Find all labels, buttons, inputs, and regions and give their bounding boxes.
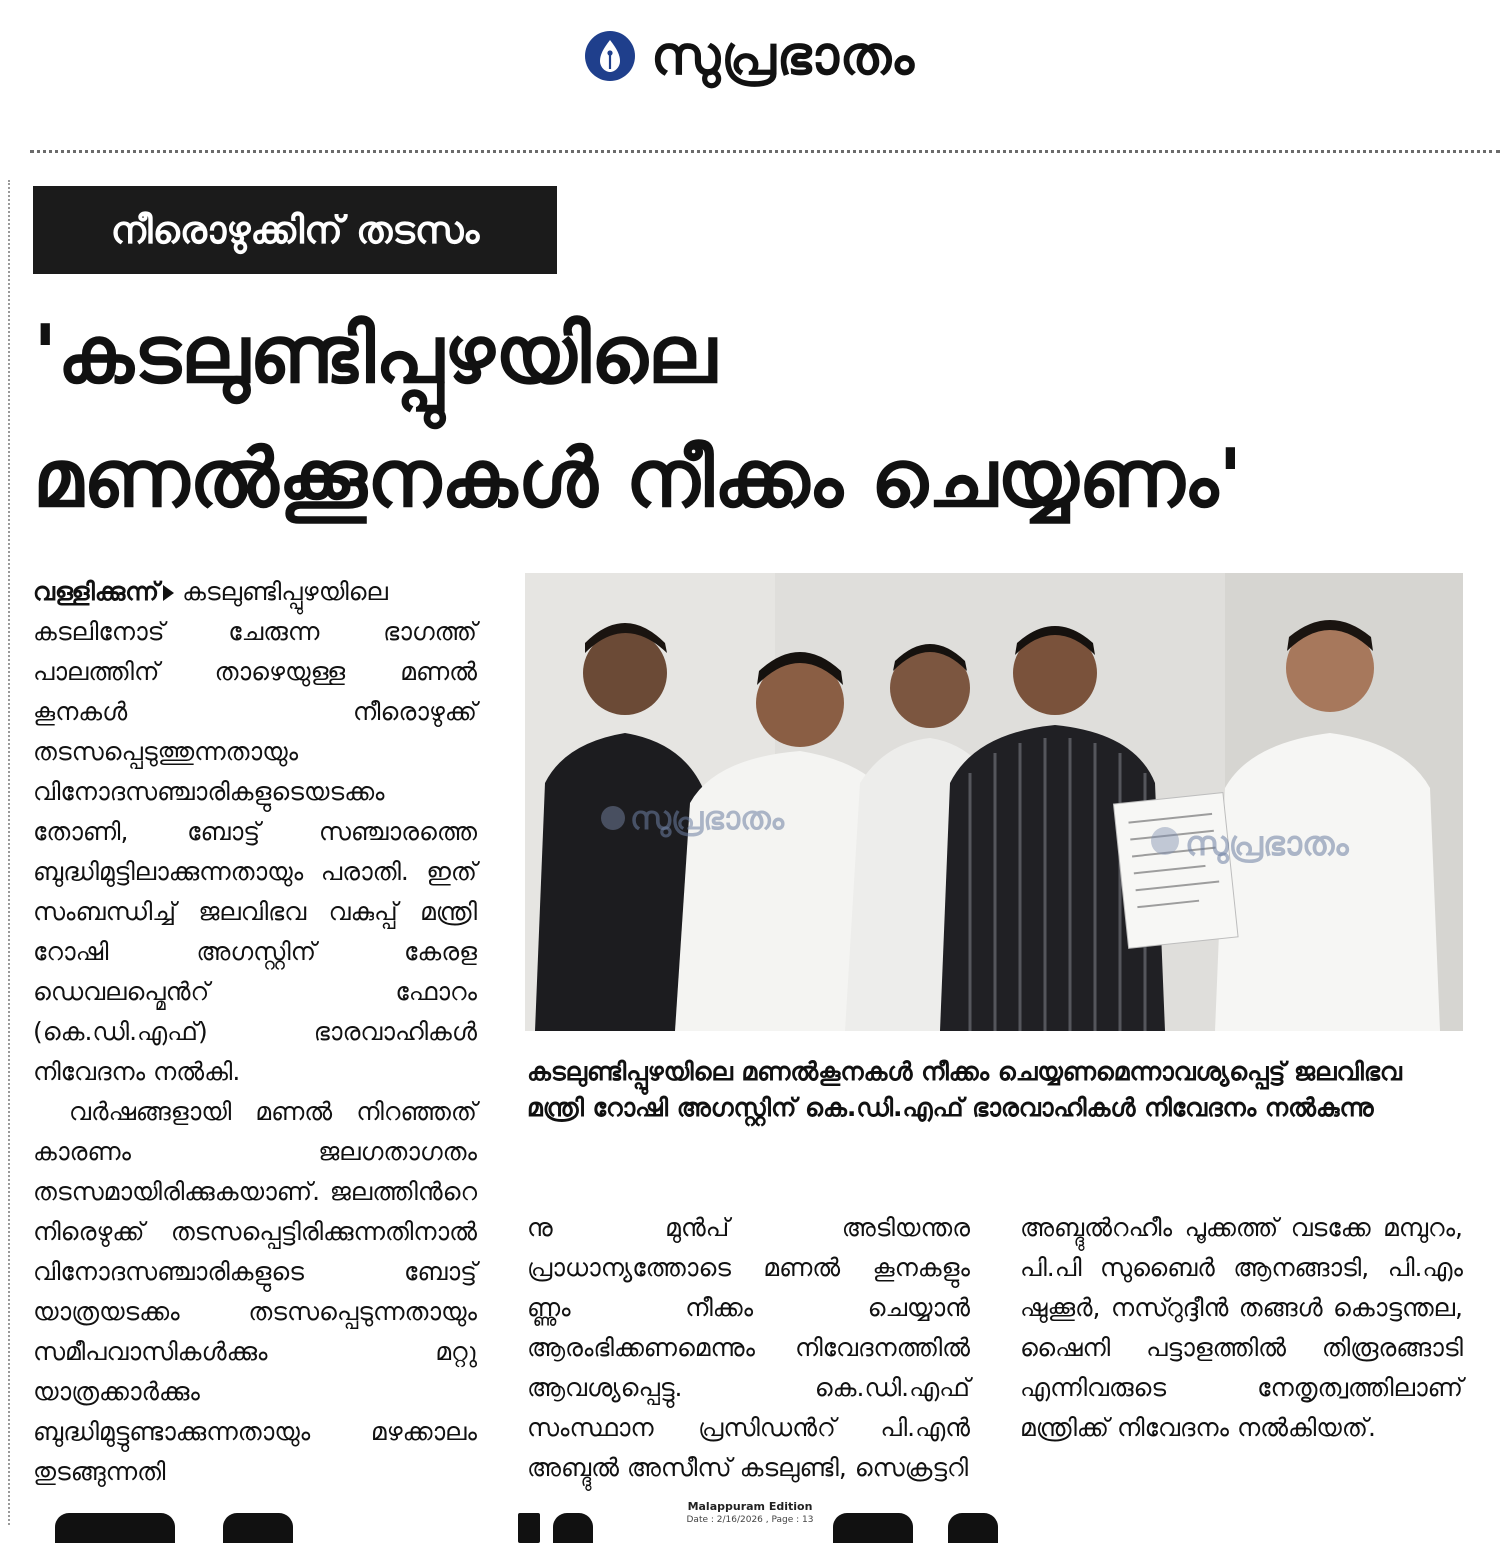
masthead [0,18,1500,94]
pen-nib-icon [585,31,635,81]
article-paragraph: അബ്ദുൽറഹീം പൂക്കത്ത് വടക്കേ മമ്പുറം, പി.പി സുബൈർ ആനങ്ങാടി, പി.എം ഷുക്കൂർ, നസ്റുദ്ദീൻ തങ്ങൾ കൊട്ടന്തല, ഷൈനി പട്ടാളത്തിൽ തിരൂരങ്ങാടി എന്നിവരുടെ നേതൃത്വത്തിലാണ് മന്ത്രിക്ക് നിവേദനം നൽകിയത്. [1020,1213,1463,1442]
photo-watermark: സുപ്രഭാതം [1185,824,1349,864]
paragraph-text: കടലുണ്ടിപ്പുഴയിലെ കടലിനോട് ചേരുന്ന ഭാഗത്ത് പാലത്തിന് താഴെയുള്ള മണൽ കൂനകൾ നീരൊഴുക്ക് തടസപ്പെടുത്തുന്നതായും വിനോദസഞ്ചാരികളുടെയടക്കം തോണി, ബോട്ട് സഞ്ചാരത്തെ ബുദ്ധിമുട്ടിലാക്കുന്നതായും പരാതി. ഇത് സംബന്ധിച്ച് ജലവിഭവ വകുപ്പ് മന്ത്രി റോഷി അഗസ്റ്റിന് കേരള ഡെവലപ്മെൻറ് ഫോറം (കെ.ഡി.എഫ്) ഭാരവാഹികൾ നിവേദനം നൽകി. [33,577,477,1086]
edition-name: Malappuram Edition [687,1500,813,1513]
article-column-1 [33,572,477,1492]
column-divider [8,180,10,1525]
edition-date-page: Date : 2/16/2026 , Page : 13 [686,1515,814,1525]
headline-line-2: മണൽക്കൂനകൾ നീക്കം ചെയ്യണം' [33,432,1243,525]
article-column-3 [1020,1208,1463,1448]
masthead-divider [30,150,1500,153]
article-column-2 [527,1208,970,1488]
headline-line-1: 'കടലുണ്ടിപ്പുഴയിലെ [33,308,717,401]
dateline: വള്ളിക്കുന്ന് [33,577,160,606]
photo-caption: കടലുണ്ടിപ്പുഴയിലെ മണൽകൂനകൾ നീക്കം ചെയ്യണമെന്നാവശ്യപ്പെട്ട് ജലവിഭവ മന്ത്രി റോഷി അഗസ്റ്റിന് കെ.ഡി.എഫ് ഭാരവാഹികൾ നിവേദനം നൽകുന്നു [527,1057,1402,1122]
article-paragraph [33,572,477,1092]
article-paragraph: നു മുൻപ് അടിയന്തര പ്രാധാന്യത്തോടെ മണൽ കൂനകളും ണ്ണും നീക്കം ചെയ്യാൻ ആരംഭിക്കണമെന്നും നിവേദനത്തിൽ ആവശ്യപ്പെട്ടു. കെ.ഡി.എഫ് സംസ്ഥാന പ്രസിഡൻറ് പി.എൻ അബ്ദുൽ അസീസ് കടലുണ്ടി, സെക്രട്ടറി [527,1213,970,1482]
masthead-title: സുപ്രഭാതം [651,24,915,87]
photo-watermark: സുപ്രഭാതം [630,799,785,837]
edition-footer [600,1500,900,1527]
kicker-label: നീരൊഴുക്കിന് തടസം [33,186,557,274]
headline [33,300,1473,534]
news-photo [525,573,1463,1031]
dateline-arrow-icon [163,585,174,601]
article-paragraph: വർഷങ്ങളായി മണൽ നിറഞ്ഞത് കാരണം ജലഗതാഗതം തടസമായിരിക്കുകയാണ്. ജലത്തിൻറെ നിരെഴുക്ക് തടസപ്പെട്ടിരിക്കുന്നതിനാൽ വിനോദസഞ്ചാരികളുടെ ബോട്ട് യാത്രയടക്കം തടസപ്പെടുന്നതായും സമീപവാസികൾക്കും മറ്റു യാത്രക്കാർക്കും ബുദ്ധിമുട്ടുണ്ടാക്കുന്നതായും മഴക്കാലം തുടങ്ങുന്നതി [33,1097,477,1486]
